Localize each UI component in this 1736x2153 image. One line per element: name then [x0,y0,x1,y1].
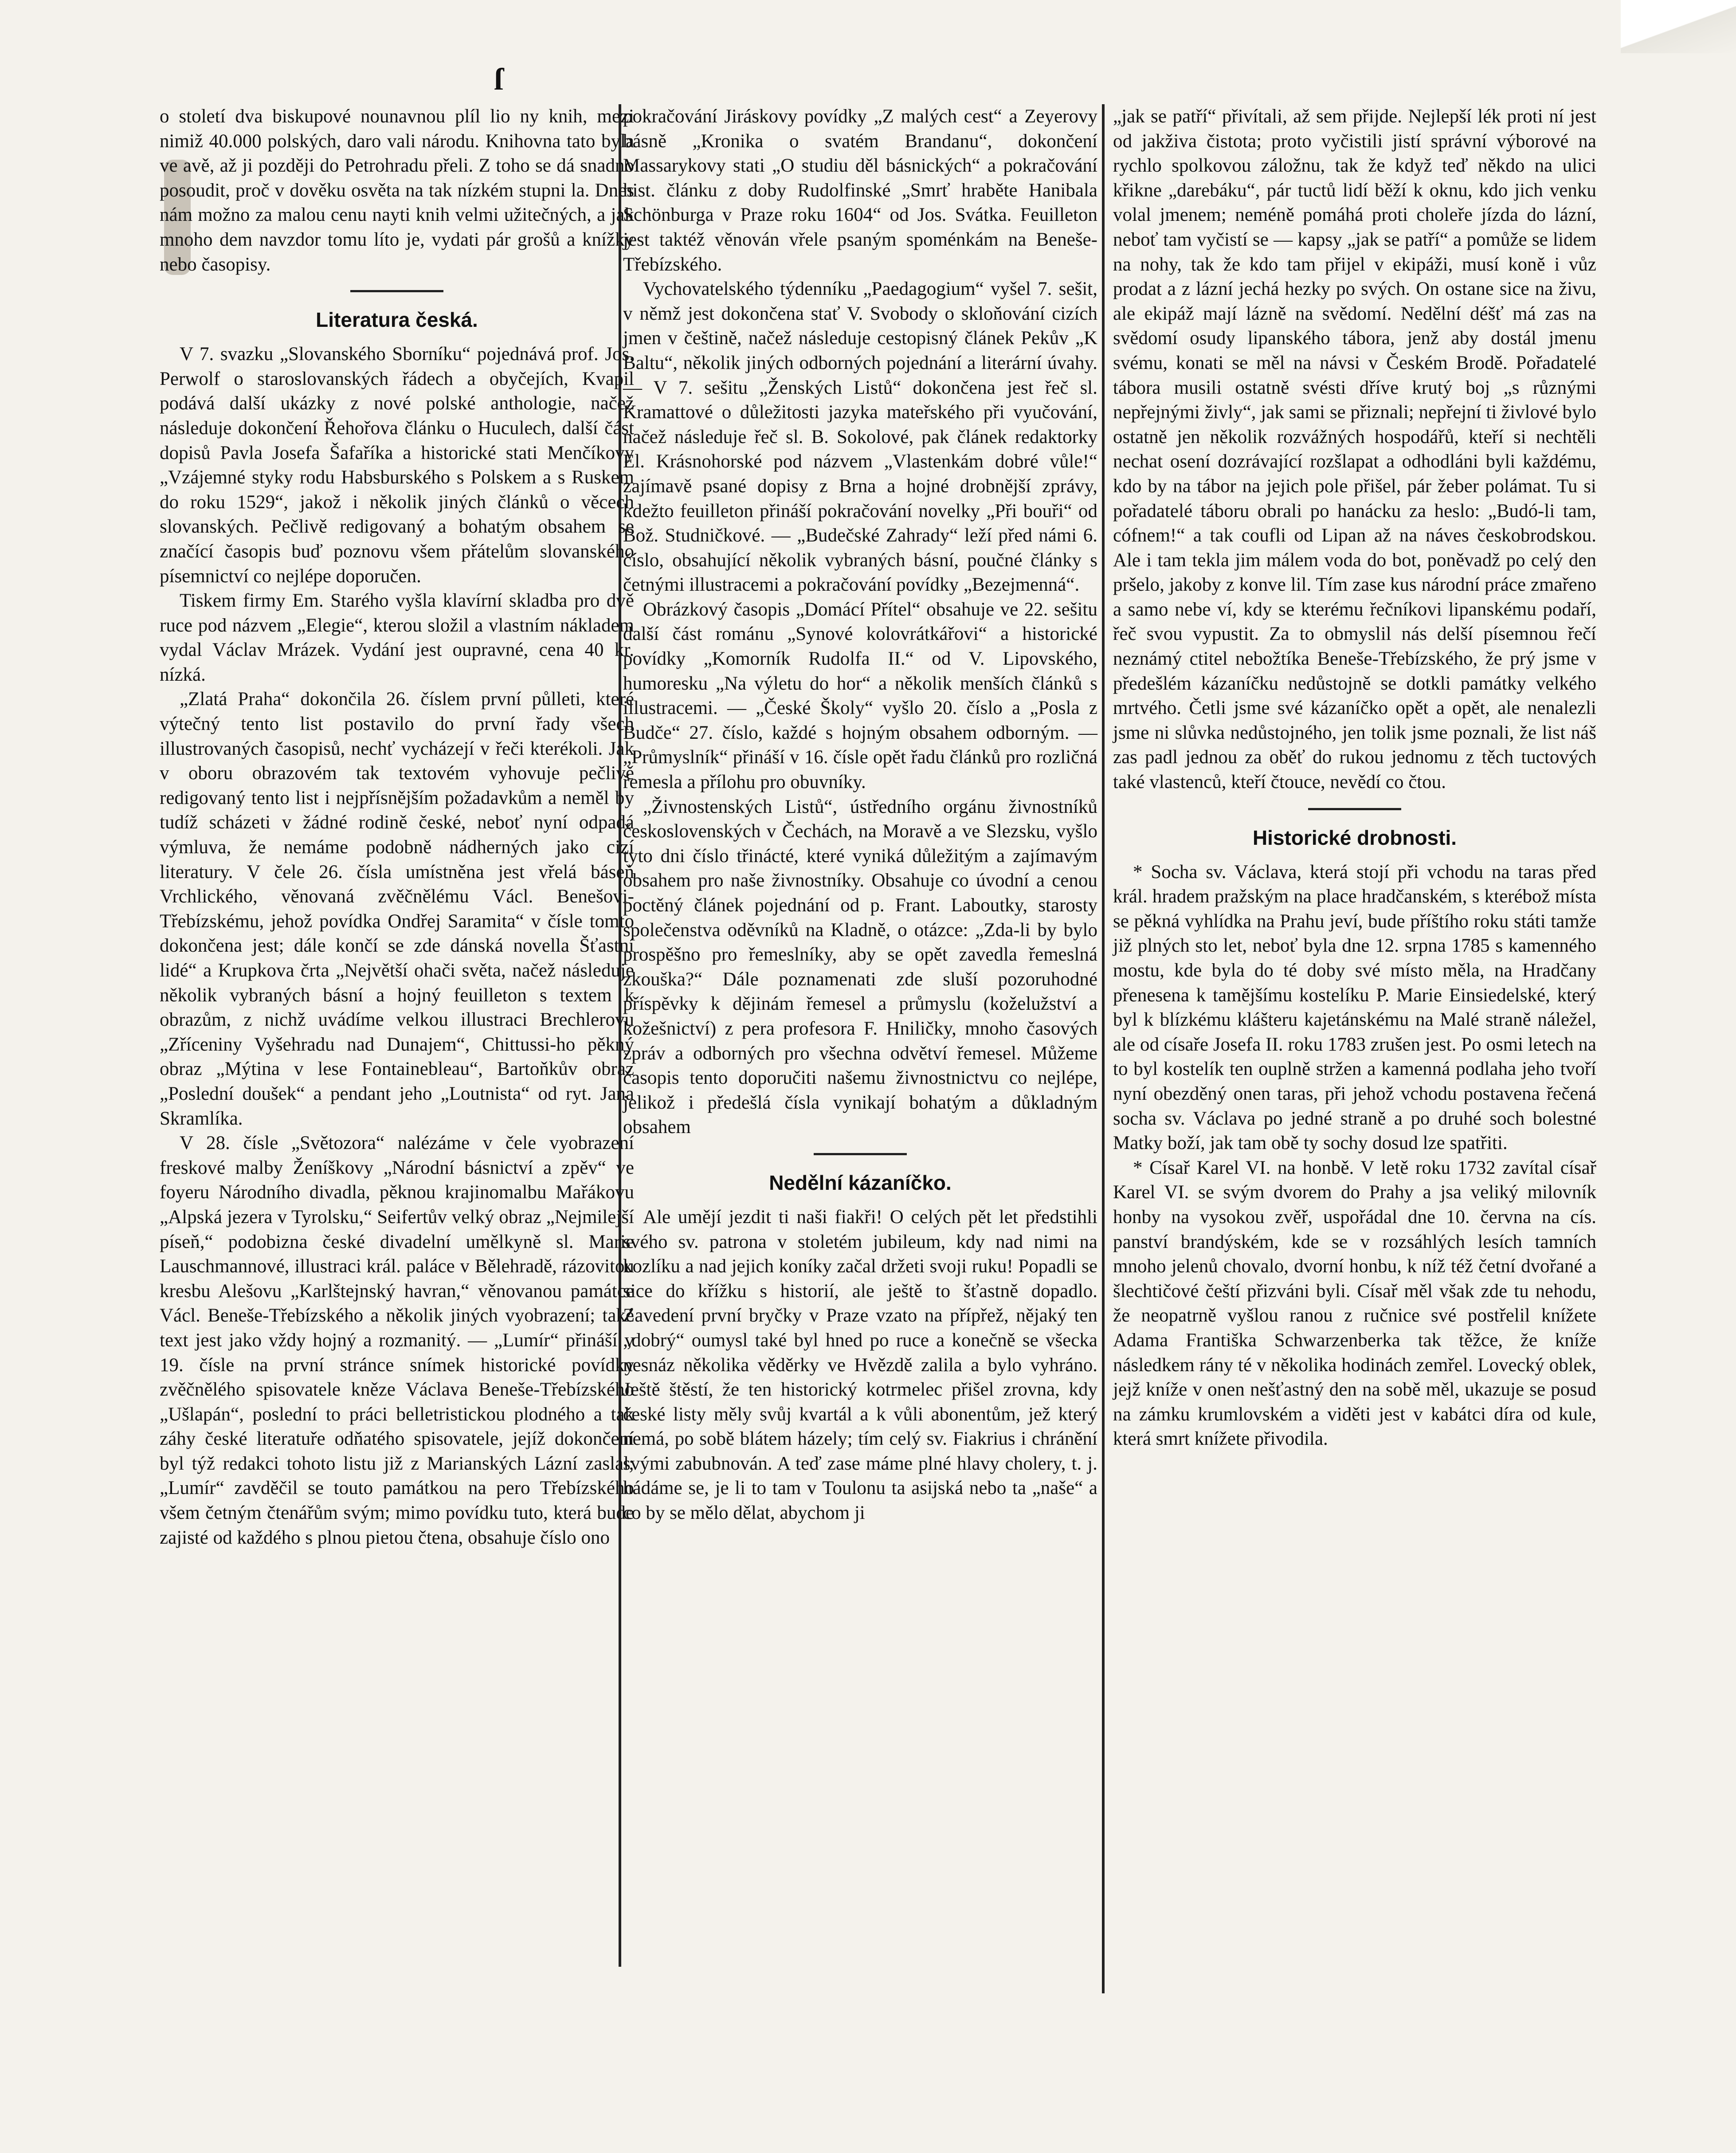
column-1-paragraph-4: „Zlatá Praha“ dokončila 26. číslem první půlleti, které výtečný tento list postavilo do první řady všech illustrovaných časopisů, nechť vycházejí v řeči kterékoli. Jak v oboru obrazovém tak textovém vyhovuje pečlivě redigovaný tento list i nejpřísnějším požadavkům a neměl by tudíž scházeti v žádné rodině české, neboť nyní odpadá výmluva, že nemáme podobně nádherných jako cizí literatury. V čele 26. čísla umístněna jest vřelá báseň Vrchlického, věnovaná zvěčnělému Václ. Benešovi-Třebízskému, jehož povídka Ondřej Saramita“ v čísle tomto dokončena jest; dále končí se zde dánská novella Šťastní lidé“ a Krupkova črta „Největší ohači světa, načež následuje několik vybraných básní a hojný feuilleton s textem k obrazům, z nichž uvádíme velkou illustraci Brechlerovu „Zříceniny Vyšehradu nad Dunajem“, Chittussi-ho pěkný obraz „Mýtina v lese Fontainebleau“, Bartoňkův obraz „Poslední doušek“ a pendant jeho „Loutnista“ od ryt. Jana Skramlíka. [160,689,634,1129]
column-2-paragraph-1: pokračování Jiráskovy povídky „Z malých cest“ a Zeyerovy básně „Kronika o svatém Brandanu“, dokončení Massarykovy stati „O studiu děl básnických“ a pokračování hist. článku z doby Rudolfinské „Smrť hraběte Hanibala Schönburga v Praze roku 1604“ od Jos. Svátka. Feuilleton jest taktéž věnován vřele psaným spoménkám na Beneše-Třebízského. [623,106,1097,275]
column-3 [1113,104,1596,1451]
heading-literatura-ceska: Literatura česká. [316,308,478,332]
section-rule [814,1153,907,1155]
section-rule [1308,808,1401,810]
column-3-paragraph-1: „jak se patří“ přivítali, až sem přijde. Nejlepší lék proti ní jest od jakživa čistota; proto vyčistili jistí správní výborové na rychlo spolkovou záložnu, tak že když teď někdo na ulici křikne „darebáku“, pár tuctů lidí běží k oknu, kdo jich venku volal jmenem; neméně pomáhá proti choleře jízda do lázní, neboť tam vyčistí se — kapsy „jak se patří“ a pomůže se lidem na nohy, tak že kdo tam přijel v ekipáži, musí koně i vůz prodat a z lázní jechá hezky po svých. On ostane sice na živu, ale ekipáž mají lázně na svědomí. Nedělní déšť má zas na svědomí osudy lipanského tábora, jenž aby dostál jmenu svému, konati se měl na návsi v Českém Brodě. Pořadatelé tábora musili ostatně svésti dříve krutý boj „s různými nepřejnými živly“, jak sami se přiznali; nepřejní ti živlové bylo ostatně jen několik rozvážných hospodářů, kteří si nechtěli nechat osení dozrávající rozšlapat a odhodláni byli každému, kdo by na tábor na jejich pole přišel, pár žeber polámat. Tu si pořadatelé táboru obrali po hanácku za heslo: „Budó-li tam, cófnem!“ a tak coufli od Lipan až na náves českobrodskou. Ale i tam tekla jim málem voda do bot, poněvadž po celý den pršelo, jakoby z konve lil. Tím zase kus národní práce zmařeno a samo nebe ví, kdy se kterému řečníkovi lipanskému podaří, řeč svou vypustit. Za to obmyslil nás delší písemnou řečí neznámý ctitel nebožtíka Beneše-Třebízského, že prý jsme v předešlém kázaníčku nedůstojně se dotkli památky velkého mrtvého. Četli jsme své kázaníčko opět a opět, ale nenalezli jsme ni slůvka nedůstojného, jen tolik jsme poznali, že list náš zas padl jednou za oběť do rukou jednomu z těch tuctových také vlastenců, kteří čtouce, nevědí co čtou. [1113,106,1596,793]
torn-corner [1621,0,1736,53]
column-3-paragraph-3: * Císař Karel VI. na honbě. V letě roku 1732 zavítal císař Karel VI. se svým dvorem do Prahy a jsa veliký milovník honby na vysokou zvěř, uspořádal dne 10. června na cís. panství brandýském, kde se v rozsáhlých lesích tamních mnoho jelenů chovalo, dvorní honbu, k níž též četní dvořané a šlechtičové čeští přizváni byli. Císař měl však zde tu nehodu, že neopatrně vyšlou ranou z ručnice své postřelil knížete Adama Františka Schwarzenberka tak těžce, že kníže následkem rány té v několika hodinách zemřel. Lovecký oblek, jejž kníže v onen nešťastný den na sobě měl, ukazuje se posud na zámku krumlovském a viděti jest v kabátci díra od kule, která smrt knížete přivodila. [1113,1157,1596,1450]
heading-nedelni-kazanicko: Nedělní kázaníčko. [769,1171,952,1194]
column-1 [160,104,634,1550]
column-2-paragraph-5: Ale umějí jezdit ti naši fiakři! O celých pět let předstihli svého sv. patrona v stoletém jubileum, kdy nad nimi na kozlíku a nad jejich koníky začal držeti svoji ruku! Popadli se sice do křížku s historií, ale ještě to šťastně dopadlo. Zavedení první bryčky v Praze vzato na přípřež, nějaký ten „dobrý“ oumysl také byl hned po ruce a konečně se všecka nesnáz několika věděrky ve Hvězdě zalila a bylo vyhráno. Ještě štěstí, že ten historický kotrmelec přišel zrovna, kdy české listy měly svůj kvartál a k vůli abonentům, jež který nemá, po sobě blátem házely; tím celý sv. Fiakrius i chránění svými zabubnován. A teď zase máme plné hlavy cholery, t. j. hádáme se, je li to tam v Toulonu ta asijská nebo ta „naše“ a co by se mělo dělat, abychom ji [623,1206,1097,1524]
column-rule-2 [1102,104,1105,1993]
margin-mark: ſ [494,63,503,97]
section-rule [350,290,443,292]
column-1-paragraph-3: Tiskem firmy Em. Starého vyšla klavírní skladba pro dvě ruce pod názvem „Elegie“, kterou složil a vlastním nákladem vydal Václav Mrázek. Vydání jest oupravné, cena 40 kr. nízká. [160,590,634,685]
heading-historicke-drobnosti: Historické drobnosti. [1252,826,1457,849]
column-2-paragraph-4: „Živnostenských Listů“, ústředního orgánu živnostníků československých v Čechách, na Moravě a ve Slezsku, vyšlo tyto dni číslo třinácté, které vyniká důležitým a zajímavým obsahem pro naše živnostníky. Obsahuje co úvodní a cenou poctěný článek pojednání od p. Frant. Laboutky, starosty společenstva oděvníků na Kladně, o otázce: „Zda-li by bylo prospěšno pro řemeslníky, aby se opět zavedla řemeslná zkouška?“ Dále poznamenati zde sluší pozoruhodné příspěvky k dějinám řemesel a průmyslu (koželužství a kožešnictví) z pera profesora F. Hniličky, mnoho časových zpráv a odborných pro všechna odvětví řemesel. Můžeme časopis tento doporučiti našemu živnostnictvu co nejlépe, jelikož i předešlá čísla vynikají bohatým a důkladným obsahem [623,796,1097,1138]
column-1-paragraph-5: V 28. čísle „Světozora“ nalézáme v čele vyobrazení freskové malby Ženíškovy „Národní básnictví a zpěv“ ve foyeru Národního divadla, pěknou krajinomalbu Mařákovu „Alpská jezera v Tyrolsku,“ Seifertův velký obraz „Nejmilejší píseň,“ podobizna české divadelní umělkyně sl. Marie Lauschmannové, illustraci král. paláce v Bělehradě, rázovitou kresbu Alešovu „Karlštejnský havran,“ věnovanou památce Václ. Beneše-Třebízského a několik jiných vyobrazení; také text jest jako vždy hojný a rozmanitý. — „Lumír“ přináší v 19. čísle na první stránce snímek historické povídky zvěčnělého spisovatele kněze Václava Beneše-Třebízského „Ušlapán“, poslední to práci belletristickou plodného a tak záhy české literatuře odňatého spisovatele, jejíž dokončení byl týž redakci tohoto listu již z Marianských Lázní zaslal; „Lumír“ zavděčil se touto památkou na pero Třebízského všem četným čtenářům svým; mimo povídku tuto, která bude zajisté od každého s plnou pietou čtena, obsahuje číslo ono [160,1133,634,1548]
column-2-paragraph-2: Vychovatelského týdenníku „Paedagogium“ vyšel 7. sešit, v němž jest dokončena stať V. Svobody o skloňování cizích jmen v češtině, načež následuje cestopisný článek Pekův „K Baltu“, několik jiných odborných pojednání a literární úvahy. — V 7. sešitu „Ženských Listů“ dokončena jest řeč sl. Kramattové o důležitosti jazyka mateřského při vyučování, načež následuje řeč sl. B. Sokolové, pak článek redaktorky El. Krásnohorské pod názvem „Vlastenkám dobré vůle!“ zajímavě psané dopisy z Brna a hojné drobnější zprávy, kdežto feuilleton přináší pokračování novelky „Při bouři“ od Bož. Studničkové. — „Budečské Zahrady“ leží před námi 6. číslo, obsahující několik vybraných básní, poučné články s četnými illustracemi a pokračování povídky „Bezejmenná“. [623,278,1097,596]
column-2-paragraph-3: Obrázkový časopis „Domácí Přítel“ obsahuje ve 22. sešitu další část románu „Synové kolovrátkářovi“ a historické povídky „Komorník Rudolfa II.“ od V. Lipovského, humoresku „Na výletu do hor“ a několik menších článků s illustracemi. — „České Školy“ vyšlo 20. číslo a „Posla z Budče“ 27. číslo, každé s hojným obsahem odborným. — „Průmyslník“ přináší v 16. čísle opět řadu článků pro rozličná řemesla a přílohu pro obuvníky. [623,599,1097,793]
column-1-paragraph-1: o století dva biskupové nounavnou plíl lio ny knih, mezi nimiž 40.000 polských, daro vali národu. Knihovna tato byla ve avě, až ji později do Petrohradu přeli. Z toho se dá snadno posoudit, proč v dověku osvěta na tak nízkém stupni la. Dnes nám možno za malou cenu nayti knih velmi užitečných, a jak mnoho dem navzdor tomu líto je, vydati pár grošů a knížky nebo časopisy. [160,106,634,275]
column-1-paragraph-2: V 7. svazku „Slovanského Sborníku“ pojednává prof. Jos. Perwolf o staroslovanských řádech a obyčejích, Kvapil podává další ukázky z nové polské anthologie, načež následuje dokončení Řehořova článku o Huculech, další část dopisů Pavla Josefa Šafaříka a historické stati Menčíkovy „Vzájemné styky rodu Habsburského s Polskem a s Ruskem do roku 1529“, jakož i několik jiných článků o věcech slovanských. Pečlivě redigovaný a bohatým obsahem se značící časopis buď poznovu všem přátelům slovanského písemnictví co nejlépe doporučen. [160,344,634,587]
column-2 [623,104,1097,1526]
column-3-paragraph-2: * Socha sv. Václava, která stojí při vchodu na taras před král. hradem pražským na place hradčanském, s kterébož místa se pěkná vyhlídka na Prahu jeví, bude příštího roku státi tamže již plných sto let, neboť byla dne 12. srpna 1785 s kamenného mostu, kde byla do té doby své místo měla, na Hradčany přenesena k tamějšímu kostelíku P. Marie Einsiedelské, který byl k blízkému klášteru kajetánskému na Malé straně náležel, ale od císaře Josefa II. roku 1783 zrušen jest. Po osmi letech na to byl kostelík ten ouplně stržen a kamenná podlaha jeho tvoří nyní obezděný onen taras, při jehož vchodu postavena řečená socha sv. Václava po jedné straně a po druhé soch bolestné Matky boží, jak tam obě ty sochy dosud lze spatřiti. [1113,861,1596,1154]
